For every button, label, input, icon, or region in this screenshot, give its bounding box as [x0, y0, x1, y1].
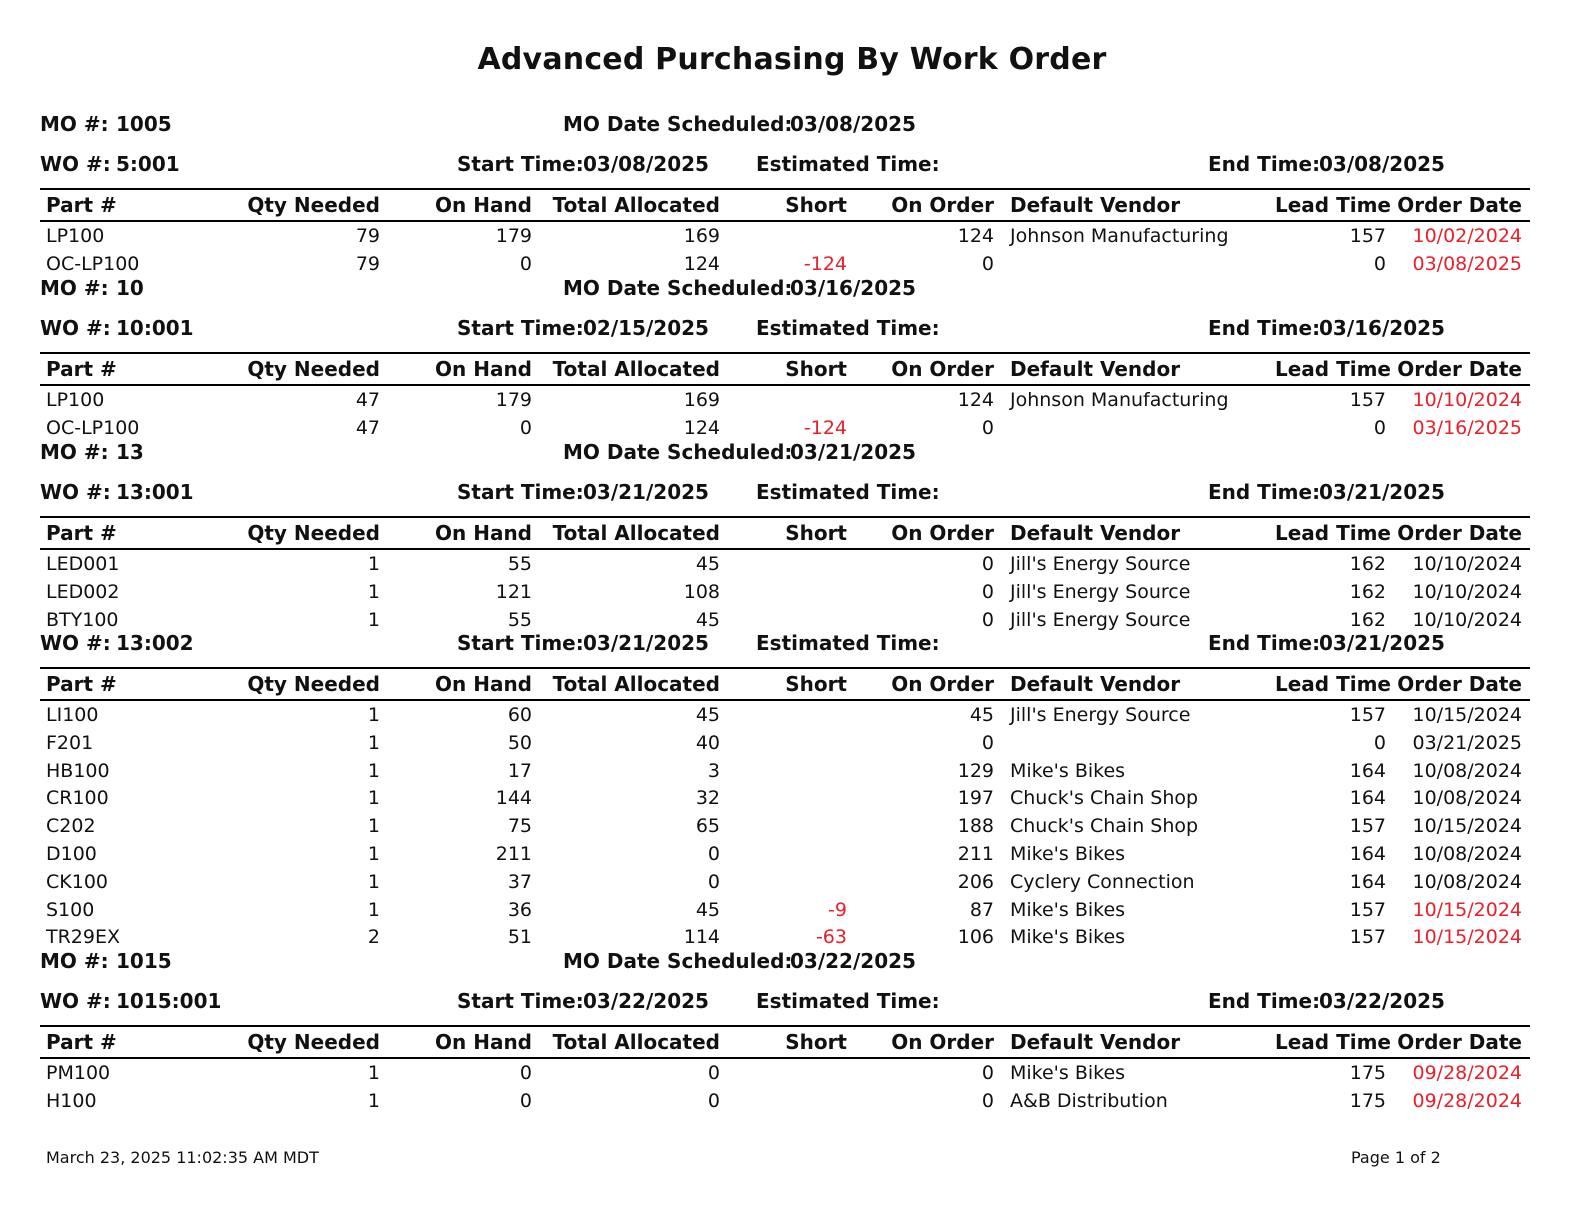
cell-vendor: Mike's Bikes	[1010, 1062, 1126, 1084]
column-header: Qty Needed	[247, 521, 380, 545]
cell-onorder: 129	[957, 759, 994, 782]
cell-alloc: 32	[695, 787, 720, 810]
end-time-value: 03/22/2025	[1319, 989, 1445, 1013]
cell-date: 03/21/2025	[1412, 731, 1522, 754]
page-number: Page 1 of 2	[1351, 1148, 1441, 1167]
column-header: Lead Time	[1275, 672, 1391, 696]
cell-alloc: 65	[695, 815, 720, 838]
cell-vendor: Chuck's Chain Shop	[1010, 815, 1199, 838]
column-header: Default Vendor	[1010, 672, 1181, 696]
cell-part: S100	[46, 898, 95, 921]
cell-date: 03/08/2025	[1412, 252, 1522, 275]
column-header: On Order	[891, 193, 994, 217]
start-time-value: 03/21/2025	[583, 631, 709, 655]
column-header: Total Allocated	[552, 521, 720, 545]
wo-label: WO #:	[40, 480, 111, 504]
wo-number: 5:001	[116, 152, 180, 176]
column-header: On Order	[891, 672, 994, 696]
table-header	[40, 188, 1530, 222]
end-time-value: 03/21/2025	[1319, 480, 1445, 504]
cell-part: D100	[46, 843, 97, 865]
cell-alloc: 0	[707, 870, 720, 893]
cell-part: OC-LP100	[46, 252, 140, 275]
cell-onorder: 206	[957, 870, 994, 893]
cell-part: LED001	[46, 553, 120, 575]
cell-alloc: 0	[707, 1089, 720, 1112]
wo-label: WO #:	[40, 316, 111, 340]
cell-onhand: 0	[519, 416, 532, 439]
cell-onorder: 0	[981, 731, 994, 754]
cell-vendor: Cyclery Connection	[1010, 870, 1195, 893]
cell-vendor: Jill's Energy Source	[1010, 553, 1191, 575]
cell-qty: 1	[367, 898, 380, 921]
cell-part: PM100	[46, 1062, 111, 1084]
cell-date: 10/08/2024	[1412, 843, 1522, 865]
column-header: Part #	[46, 193, 117, 217]
cell-vendor: Jill's Energy Source	[1010, 608, 1191, 631]
cell-vendor: Mike's Bikes	[1010, 843, 1126, 865]
cell-date: 10/10/2024	[1412, 608, 1522, 631]
cell-qty: 47	[355, 416, 380, 439]
start-time-label: Start Time:	[457, 316, 584, 340]
cell-part: LED002	[46, 580, 120, 603]
column-header: On Hand	[435, 193, 532, 217]
cell-part: TR29EX	[46, 926, 121, 949]
cell-onhand: 144	[495, 787, 532, 810]
start-time-value: 02/15/2025	[583, 316, 709, 340]
cell-lead: 0	[1373, 252, 1386, 275]
table-row	[40, 898, 1530, 926]
cell-date: 10/08/2024	[1412, 759, 1522, 782]
cell-qty: 79	[355, 225, 380, 247]
cell-onorder: 0	[981, 1062, 994, 1084]
column-header: Order Date	[1397, 193, 1522, 217]
cell-alloc: 0	[707, 843, 720, 865]
estimated-time-label: Estimated Time:	[756, 152, 940, 176]
start-time-label: Start Time:	[457, 631, 584, 655]
cell-alloc: 114	[683, 926, 720, 949]
mo-date-value: 03/16/2025	[790, 276, 916, 300]
cell-part: OC-LP100	[46, 416, 140, 439]
table-row	[40, 703, 1530, 731]
cell-lead: 157	[1349, 815, 1386, 838]
estimated-time-label: Estimated Time:	[756, 989, 940, 1013]
cell-alloc: 108	[683, 580, 720, 603]
cell-vendor: Chuck's Chain Shop	[1010, 787, 1199, 810]
column-header: Total Allocated	[552, 193, 720, 217]
table-row	[40, 388, 1530, 416]
cell-alloc: 3	[707, 759, 720, 782]
cell-date: 10/08/2024	[1412, 870, 1522, 893]
cell-onorder: 124	[957, 389, 994, 411]
cell-qty: 1	[367, 731, 380, 754]
table-row	[40, 1061, 1530, 1089]
column-header: Part #	[46, 672, 117, 696]
table-row	[40, 786, 1530, 814]
column-header: Qty Needed	[247, 193, 380, 217]
report-timestamp: March 23, 2025 11:02:35 AM MDT	[46, 1148, 319, 1167]
cell-date: 09/28/2024	[1412, 1062, 1522, 1084]
cell-qty: 1	[367, 815, 380, 838]
cell-onhand: 60	[507, 704, 532, 726]
column-header: On Hand	[435, 521, 532, 545]
cell-onhand: 0	[519, 1062, 532, 1084]
cell-date: 03/16/2025	[1412, 416, 1522, 439]
cell-onhand: 37	[507, 870, 532, 893]
cell-onorder: 0	[981, 1089, 994, 1112]
cell-lead: 157	[1349, 225, 1386, 247]
mo-label: MO #:	[40, 276, 109, 300]
table-row	[40, 814, 1530, 842]
column-header: Order Date	[1397, 1030, 1522, 1054]
cell-alloc: 124	[683, 416, 720, 439]
mo-date-label: MO Date Scheduled:	[563, 112, 793, 136]
cell-lead: 175	[1349, 1089, 1386, 1112]
cell-lead: 164	[1349, 759, 1386, 782]
start-time-label: Start Time:	[457, 480, 584, 504]
end-time-value: 03/21/2025	[1319, 631, 1445, 655]
cell-vendor: Jill's Energy Source	[1010, 580, 1191, 603]
column-header: Short	[785, 521, 847, 545]
table-row	[40, 842, 1530, 870]
cell-onorder: 87	[969, 898, 994, 921]
mo-number: 10	[116, 276, 144, 300]
column-header: On Hand	[435, 357, 532, 381]
cell-alloc: 169	[683, 225, 720, 247]
mo-label: MO #:	[40, 112, 109, 136]
estimated-time-label: Estimated Time:	[756, 480, 940, 504]
cell-onhand: 0	[519, 1089, 532, 1112]
column-header: On Order	[891, 1030, 994, 1054]
cell-part: BTY100	[46, 608, 119, 631]
table-row	[40, 580, 1530, 608]
cell-part: CR100	[46, 787, 109, 810]
cell-qty: 1	[367, 553, 380, 575]
end-time-label: End Time:	[1208, 631, 1321, 655]
cell-date: 10/15/2024	[1412, 815, 1522, 838]
cell-onorder: 124	[957, 225, 994, 247]
cell-onorder: 0	[981, 553, 994, 575]
cell-lead: 157	[1349, 926, 1386, 949]
wo-number: 13:002	[116, 631, 194, 655]
cell-date: 10/08/2024	[1412, 787, 1522, 810]
cell-onhand: 211	[495, 843, 532, 865]
column-header: On Order	[891, 357, 994, 381]
cell-onhand: 50	[507, 731, 532, 754]
cell-onhand: 36	[507, 898, 532, 921]
end-time-label: End Time:	[1208, 316, 1321, 340]
table-header	[40, 667, 1530, 701]
column-header: Total Allocated	[552, 672, 720, 696]
cell-qty: 1	[367, 759, 380, 782]
cell-alloc: 45	[695, 553, 720, 575]
cell-onhand: 121	[495, 580, 532, 603]
cell-qty: 79	[355, 252, 380, 275]
cell-date: 09/28/2024	[1412, 1089, 1522, 1112]
table-row	[40, 1089, 1530, 1117]
cell-qty: 1	[367, 787, 380, 810]
cell-qty: 1	[367, 1089, 380, 1112]
table-header	[40, 352, 1530, 386]
column-header: Part #	[46, 1030, 117, 1054]
column-header: Lead Time	[1275, 521, 1391, 545]
end-time-value: 03/08/2025	[1319, 152, 1445, 176]
column-header: Default Vendor	[1010, 521, 1181, 545]
column-header: Default Vendor	[1010, 357, 1181, 381]
column-header: Short	[785, 193, 847, 217]
cell-qty: 1	[367, 870, 380, 893]
column-header: Qty Needed	[247, 357, 380, 381]
cell-onhand: 51	[507, 926, 532, 949]
cell-onhand: 17	[507, 759, 532, 782]
cell-lead: 164	[1349, 870, 1386, 893]
estimated-time-label: Estimated Time:	[756, 316, 940, 340]
cell-vendor: Mike's Bikes	[1010, 926, 1126, 949]
mo-number: 1005	[116, 112, 172, 136]
column-header: Order Date	[1397, 357, 1522, 381]
cell-alloc: 40	[695, 731, 720, 754]
cell-vendor: Mike's Bikes	[1010, 898, 1126, 921]
column-header: Order Date	[1397, 672, 1522, 696]
cell-vendor: Mike's Bikes	[1010, 759, 1126, 782]
mo-number: 1015	[116, 949, 172, 973]
column-header: Short	[785, 1030, 847, 1054]
cell-alloc: 0	[707, 1062, 720, 1084]
cell-part: H100	[46, 1089, 97, 1112]
mo-date-value: 03/22/2025	[790, 949, 916, 973]
cell-onhand: 0	[519, 252, 532, 275]
wo-label: WO #:	[40, 631, 111, 655]
cell-alloc: 124	[683, 252, 720, 275]
cell-onhand: 179	[495, 389, 532, 411]
cell-part: CK100	[46, 870, 108, 893]
cell-vendor: Johnson Manufacturing	[1010, 389, 1229, 411]
cell-onhand: 55	[507, 608, 532, 631]
cell-onorder: 45	[969, 704, 994, 726]
cell-alloc: 45	[695, 898, 720, 921]
mo-label: MO #:	[40, 440, 109, 464]
start-time-value: 03/21/2025	[583, 480, 709, 504]
start-time-label: Start Time:	[457, 989, 584, 1013]
cell-onhand: 75	[507, 815, 532, 838]
column-header: Part #	[46, 521, 117, 545]
mo-number: 13	[116, 440, 144, 464]
wo-number: 13:001	[116, 480, 194, 504]
column-header: Total Allocated	[552, 1030, 720, 1054]
cell-alloc: 169	[683, 389, 720, 411]
cell-lead: 162	[1349, 608, 1386, 631]
mo-date-label: MO Date Scheduled:	[563, 949, 793, 973]
cell-alloc: 45	[695, 704, 720, 726]
cell-alloc: 45	[695, 608, 720, 631]
cell-onorder: 106	[957, 926, 994, 949]
column-header: Lead Time	[1275, 193, 1391, 217]
cell-short: -124	[803, 416, 847, 439]
start-time-label: Start Time:	[457, 152, 584, 176]
end-time-value: 03/16/2025	[1319, 316, 1445, 340]
table-row	[40, 731, 1530, 759]
cell-lead: 175	[1349, 1062, 1386, 1084]
column-header: Lead Time	[1275, 357, 1391, 381]
cell-part: F201	[46, 731, 94, 754]
cell-short: -124	[803, 252, 847, 275]
table-header	[40, 516, 1530, 550]
mo-label: MO #:	[40, 949, 109, 973]
cell-onorder: 197	[957, 787, 994, 810]
cell-part: LI100	[46, 704, 99, 726]
column-header: On Order	[891, 521, 994, 545]
wo-number: 1015:001	[116, 989, 222, 1013]
cell-lead: 157	[1349, 898, 1386, 921]
cell-onorder: 0	[981, 252, 994, 275]
column-header: On Hand	[435, 1030, 532, 1054]
cell-part: LP100	[46, 225, 105, 247]
end-time-label: End Time:	[1208, 480, 1321, 504]
cell-onorder: 211	[957, 843, 994, 865]
cell-lead: 0	[1373, 731, 1386, 754]
cell-onorder: 188	[957, 815, 994, 838]
column-header: Short	[785, 672, 847, 696]
cell-onorder: 0	[981, 416, 994, 439]
table-row	[40, 552, 1530, 580]
cell-date: 10/10/2024	[1412, 580, 1522, 603]
cell-lead: 164	[1349, 843, 1386, 865]
cell-vendor: Jill's Energy Source	[1010, 704, 1191, 726]
cell-lead: 157	[1349, 704, 1386, 726]
mo-date-value: 03/08/2025	[790, 112, 916, 136]
cell-date: 10/15/2024	[1412, 898, 1522, 921]
table-header	[40, 1025, 1530, 1059]
table-row	[40, 224, 1530, 252]
column-header: Part #	[46, 357, 117, 381]
cell-date: 10/10/2024	[1412, 389, 1522, 411]
cell-vendor: Johnson Manufacturing	[1010, 225, 1229, 247]
table-row	[40, 759, 1530, 787]
end-time-label: End Time:	[1208, 989, 1321, 1013]
cell-date: 10/15/2024	[1412, 926, 1522, 949]
cell-part: HB100	[46, 759, 110, 782]
cell-part: LP100	[46, 389, 105, 411]
mo-date-value: 03/21/2025	[790, 440, 916, 464]
cell-lead: 162	[1349, 580, 1386, 603]
cell-onorder: 0	[981, 580, 994, 603]
cell-qty: 1	[367, 608, 380, 631]
cell-qty: 47	[355, 389, 380, 411]
cell-short: -63	[815, 926, 847, 949]
column-header: Order Date	[1397, 521, 1522, 545]
cell-lead: 0	[1373, 416, 1386, 439]
cell-date: 10/10/2024	[1412, 553, 1522, 575]
table-row	[40, 870, 1530, 898]
cell-qty: 2	[367, 926, 380, 949]
wo-label: WO #:	[40, 152, 111, 176]
cell-lead: 162	[1349, 553, 1386, 575]
column-header: Default Vendor	[1010, 193, 1181, 217]
cell-qty: 1	[367, 704, 380, 726]
cell-lead: 157	[1349, 389, 1386, 411]
cell-qty: 1	[367, 843, 380, 865]
report-title: Advanced Purchasing By Work Order	[477, 42, 1107, 77]
estimated-time-label: Estimated Time:	[756, 631, 940, 655]
cell-onhand: 55	[507, 553, 532, 575]
cell-qty: 1	[367, 580, 380, 603]
column-header: Qty Needed	[247, 1030, 380, 1054]
start-time-value: 03/08/2025	[583, 152, 709, 176]
column-header: On Hand	[435, 672, 532, 696]
cell-short: -9	[828, 898, 847, 921]
wo-label: WO #:	[40, 989, 111, 1013]
column-header: Qty Needed	[247, 672, 380, 696]
start-time-value: 03/22/2025	[583, 989, 709, 1013]
cell-lead: 164	[1349, 787, 1386, 810]
column-header: Default Vendor	[1010, 1030, 1181, 1054]
cell-part: C202	[46, 815, 96, 838]
cell-date: 10/02/2024	[1412, 225, 1522, 247]
cell-vendor: A&B Distribution	[1010, 1089, 1168, 1112]
cell-date: 10/15/2024	[1412, 704, 1522, 726]
cell-qty: 1	[367, 1062, 380, 1084]
column-header: Lead Time	[1275, 1030, 1391, 1054]
column-header: Short	[785, 357, 847, 381]
end-time-label: End Time:	[1208, 152, 1321, 176]
mo-date-label: MO Date Scheduled:	[563, 440, 793, 464]
wo-number: 10:001	[116, 316, 194, 340]
cell-onhand: 179	[495, 225, 532, 247]
column-header: Total Allocated	[552, 357, 720, 381]
cell-onorder: 0	[981, 608, 994, 631]
mo-date-label: MO Date Scheduled:	[563, 276, 793, 300]
